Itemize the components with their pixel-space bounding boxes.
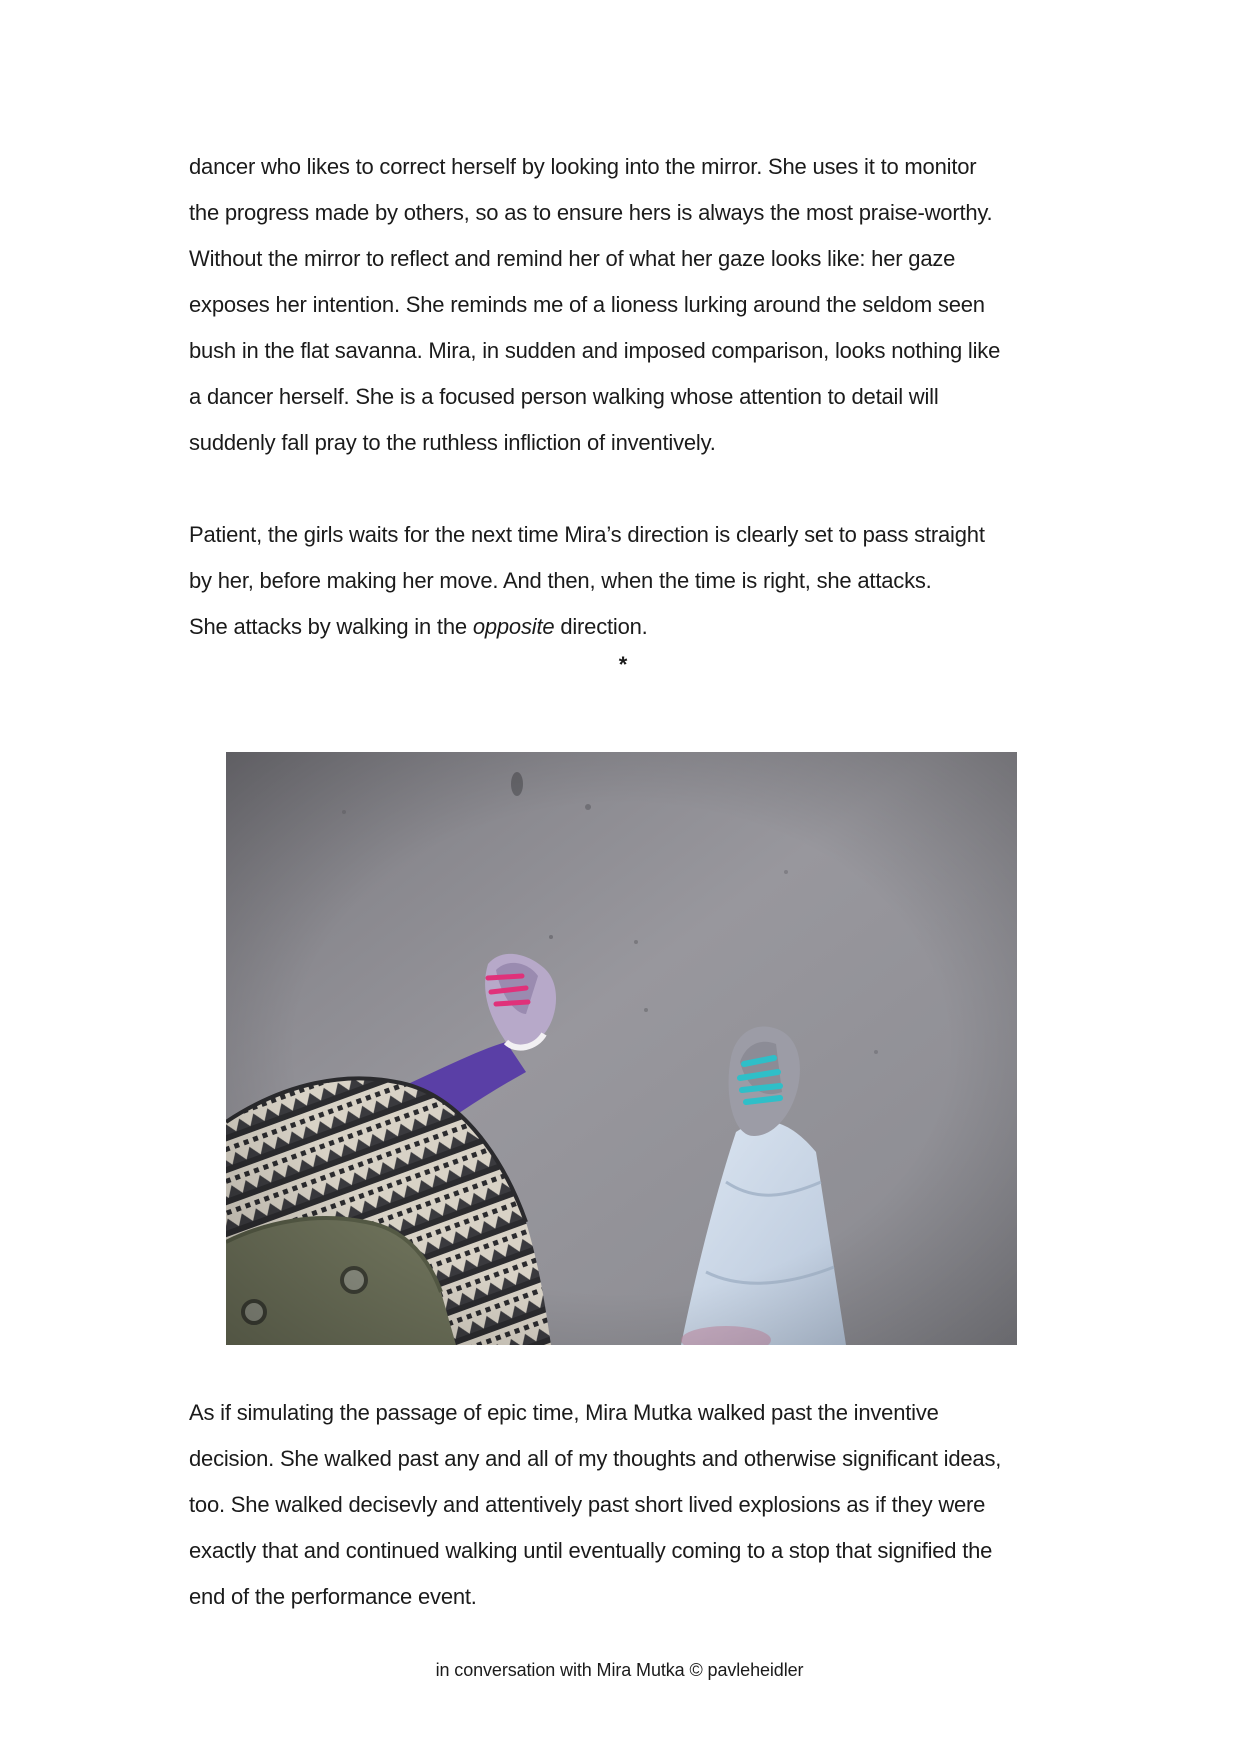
text-line: end of the performance event. xyxy=(189,1584,477,1609)
section-separator: * xyxy=(618,652,628,677)
walking-legs-photo xyxy=(226,752,1017,1345)
text-fragment: direction. xyxy=(554,614,648,639)
page-footer: in conversation with Mira Mutka © pavleheidler xyxy=(435,1660,804,1680)
text-line: too. She walked decisevly and attentively past short lived explosions as if they were xyxy=(189,1492,986,1517)
text-line: dancer who likes to correct herself by looking into the mirror. She uses it to monitor xyxy=(189,154,977,179)
text-line: exactly that and continued walking until eventually coming to a stop that signified the xyxy=(189,1538,993,1563)
emphasis-word: opposite xyxy=(472,614,555,639)
text-line: a dancer herself. She is a focused person walking whose attention to detail will xyxy=(189,384,939,409)
text-line xyxy=(189,604,1069,650)
paragraph-mirror xyxy=(189,144,1069,466)
text-line: decision. She walked past any and all of my thoughts and otherwise significant ideas, xyxy=(189,1446,1002,1471)
text-line: Patient, the girls waits for the next time Mira’s direction is clearly set to pass straight xyxy=(189,522,985,547)
paragraph-epic-time xyxy=(189,1390,1069,1620)
paragraph-attack xyxy=(189,512,1069,650)
text-line: Without the mirror to reflect and remind her of what her gaze looks like: her gaze xyxy=(189,246,956,271)
text-line: by her, before making her move. And then, when the time is right, she attacks. xyxy=(189,568,932,593)
text-line: exposes her intention. She reminds me of a lioness lurking around the seldom seen xyxy=(189,292,985,317)
text-line: bush in the flat savanna. Mira, in sudden and imposed comparison, looks nothing like xyxy=(189,338,1001,363)
text-line: As if simulating the passage of epic time, Mira Mutka walked past the inventive xyxy=(189,1400,939,1425)
text-line: the progress made by others, so as to ensure hers is always the most praise-worthy. xyxy=(189,200,993,225)
text-line: suddenly fall pray to the ruthless infliction of inventively. xyxy=(189,430,716,455)
text-fragment: She attacks by walking in the xyxy=(189,614,473,639)
